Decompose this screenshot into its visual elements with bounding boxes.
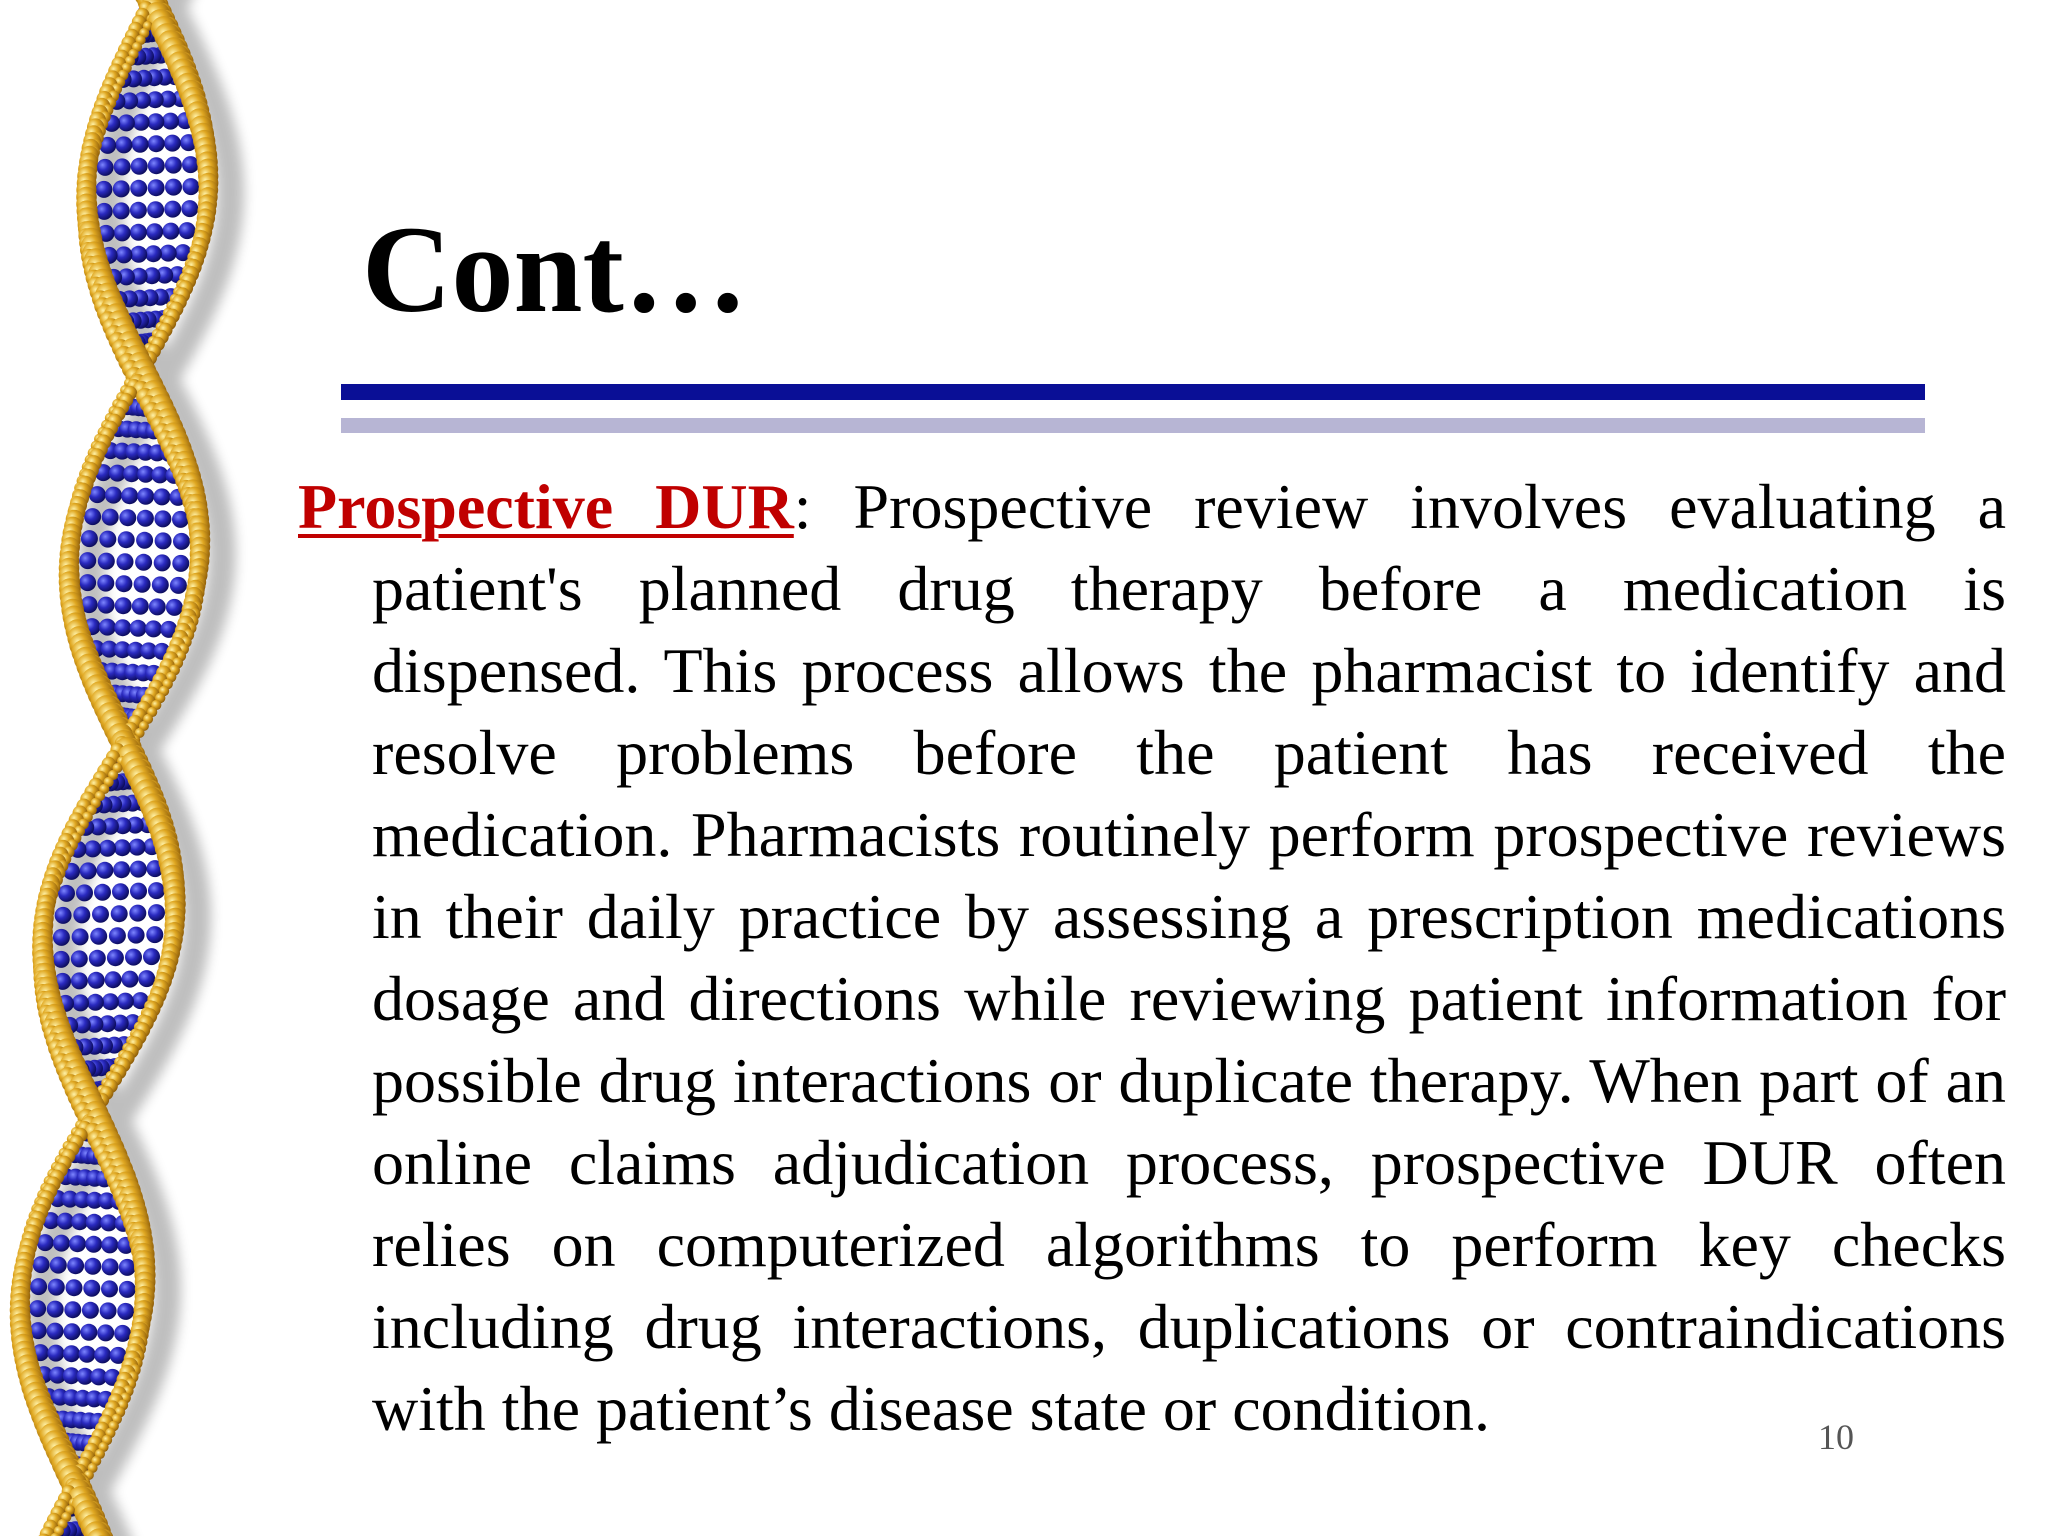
title-underline-light [341, 418, 1925, 433]
title-underline-dark [341, 384, 1925, 400]
page-number: 10 [1818, 1417, 1854, 1457]
body-paragraph [298, 466, 2006, 1450]
term-separator: : [793, 471, 812, 542]
dna-helix-icon [0, 0, 340, 1536]
slide-title: Cont… [362, 201, 748, 338]
definition-text: Prospective review involves evaluating a patient's planned drug therapy before a medication is dispensed. This process allows the pharmacist to identify and resolve problems before the patient has received the medication. Pharmacists routinely perform prospective reviews in their daily practice by assessing a prescription medications dosage and directions while reviewing patient information for possible drug interactions or duplicate therapy. When part of an online claims adjudication process, prospective DUR often relies on computerized algorithms to perform key checks including drug interactions, duplications or contraindications with the patient’s disease state or condition. [372, 471, 2007, 1444]
term-prospective-dur: Prospective DUR [298, 471, 794, 542]
